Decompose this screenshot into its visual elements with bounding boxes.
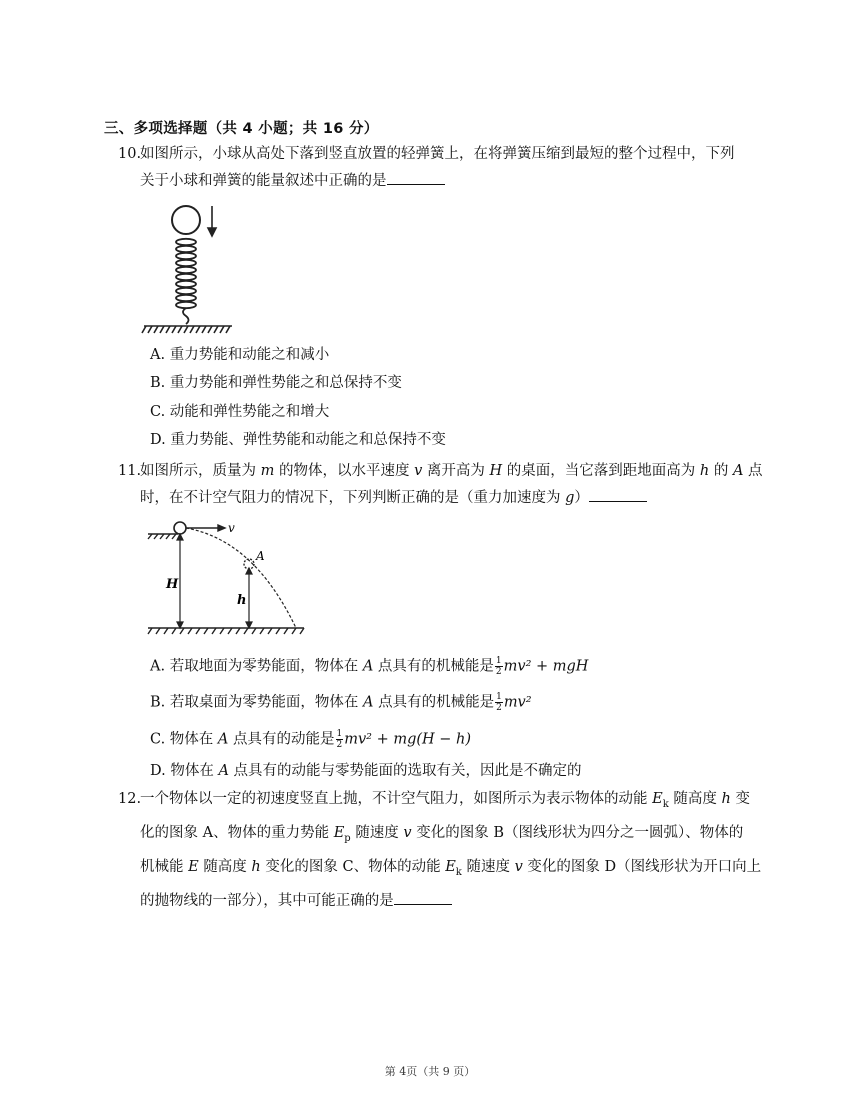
var-A: A (362, 694, 374, 711)
question-10 (118, 141, 766, 195)
answer-blank[interactable] (387, 170, 445, 185)
question-text: 的物体，以水平速度 (278, 463, 410, 479)
var-A: A (218, 763, 229, 779)
option-text: 点具有的动能是 (233, 731, 335, 748)
var-v: v (403, 824, 412, 841)
var-h: h (251, 858, 261, 875)
var-m: m (260, 463, 275, 479)
projectile-figure (144, 518, 306, 636)
question-text: 随速度 (355, 824, 399, 841)
fraction-half: $\frac{1}{2}$ (496, 692, 502, 713)
question-text: 机械能 (140, 858, 184, 875)
option-b[interactable] (150, 692, 532, 713)
ground (148, 628, 304, 634)
var-A: A (217, 731, 229, 748)
option-text: 点具有的机械能是 (378, 694, 495, 711)
option-a[interactable] (150, 656, 588, 677)
ball (174, 522, 186, 534)
option-text: C. 物体在 (150, 731, 214, 748)
var-A: A (732, 463, 744, 479)
height-h-arrow (246, 568, 252, 628)
var-E: E (188, 858, 199, 875)
var-h: h (721, 791, 731, 807)
question-text: 点 (748, 463, 763, 479)
var-E: E (333, 824, 345, 841)
question-text: 如图所示，小球从高处下落到竖直放置的轻弹簧上，在将弹簧压缩到最短的整个过程中，下列 (140, 146, 735, 162)
var-E: E (445, 858, 456, 875)
label-a: A (256, 549, 265, 563)
question-text: ） (574, 490, 589, 506)
question-number: 10. (118, 146, 142, 162)
question-text: 离开高为 (426, 463, 485, 479)
ball (172, 206, 200, 234)
question-text: 的 (713, 463, 729, 479)
question-text: 如图所示，质量为 (140, 463, 256, 479)
question-text: 关于小球和弹簧的能量叙述中正确的是 (140, 173, 387, 189)
section-title: 三、多项选择题（共 4 小题；共 16 分） (104, 121, 379, 137)
label-H: H (166, 577, 179, 592)
label-h: h (237, 593, 247, 608)
trajectory (186, 528, 296, 628)
option-text: A. 若取地面为零势能面，物体在 (150, 658, 359, 675)
spring (176, 239, 196, 324)
var-H: H (489, 463, 503, 479)
down-arrow (208, 206, 216, 236)
question-text: 变 (735, 791, 750, 807)
question-text: 时，在不计空气阻力的情况下，下列判断正确的是（重力加速度为 (140, 490, 561, 506)
var-E: E (652, 791, 663, 807)
fraction-half: $\frac{1}{2}$ (495, 656, 502, 677)
question-11 (118, 458, 766, 512)
option-text: 点具有的机械能是 (377, 658, 494, 675)
var-A: A (362, 658, 374, 675)
option-a[interactable]: A. 重力势能和动能之和减小 (150, 347, 330, 363)
option-text: B. 若取桌面为零势能面，物体在 (150, 694, 359, 711)
var-h: h (699, 463, 710, 479)
question-text: 变化的图象 D（图线形状为开口向上 (527, 858, 762, 875)
question-number: 12. (118, 791, 142, 807)
subscript-k: k (455, 866, 462, 878)
var-v: v (514, 858, 523, 875)
formula: mv² (503, 694, 532, 711)
subscript-p: p (344, 832, 351, 844)
question-text: 的抛物线的一部分），其中可能正确的是 (140, 892, 394, 909)
option-text: D. 物体在 (150, 763, 214, 779)
question-text: 一个物体以一定的初速度竖直上抛，不计空气阻力，如图所示为表示物体的动能 (140, 791, 648, 807)
subscript-k: k (662, 798, 669, 810)
question-number: 11. (118, 463, 142, 479)
fraction-half: $\frac{1}{2}$ (336, 729, 343, 750)
velocity-arrow (186, 525, 225, 531)
question-text: 化的图象 A、物体的重力势能 (140, 824, 330, 841)
option-d[interactable]: D. 重力势能、弹性势能和动能之和总保持不变 (150, 432, 446, 448)
question-text: 变化的图象 C、物体的动能 (265, 858, 441, 875)
ground (142, 326, 232, 333)
question-text: 随高度 (673, 791, 717, 807)
option-d[interactable] (150, 761, 582, 781)
option-b[interactable]: B. 重力势能和弹性势能之和总保持不变 (150, 375, 402, 391)
question-text: 的桌面，当它落到距地面高为 (506, 463, 696, 479)
option-c[interactable] (150, 729, 471, 750)
spring-ball-figure (140, 200, 240, 340)
answer-blank[interactable] (589, 487, 647, 502)
formula: mv² + mg(H − h) (344, 731, 472, 748)
label-v: v (228, 521, 235, 535)
option-text: 点具有的动能与零势能面的选取有关，因此是不确定的 (233, 763, 582, 779)
question-text: 随速度 (466, 858, 510, 875)
question-12 (118, 785, 766, 915)
question-text: 随高度 (203, 858, 247, 875)
page-footer: 第 4页（共 9 页） (384, 1065, 476, 1078)
question-text: 变化的图象 B（图线形状为四分之一圆弧）、物体的 (416, 824, 744, 841)
answer-blank[interactable] (394, 890, 452, 905)
formula: mv² + mgH (503, 658, 589, 675)
option-c[interactable]: C. 动能和弹性势能之和增大 (150, 404, 330, 420)
var-g: g (565, 490, 575, 506)
var-v: v (414, 463, 423, 479)
table-surface (148, 534, 178, 539)
